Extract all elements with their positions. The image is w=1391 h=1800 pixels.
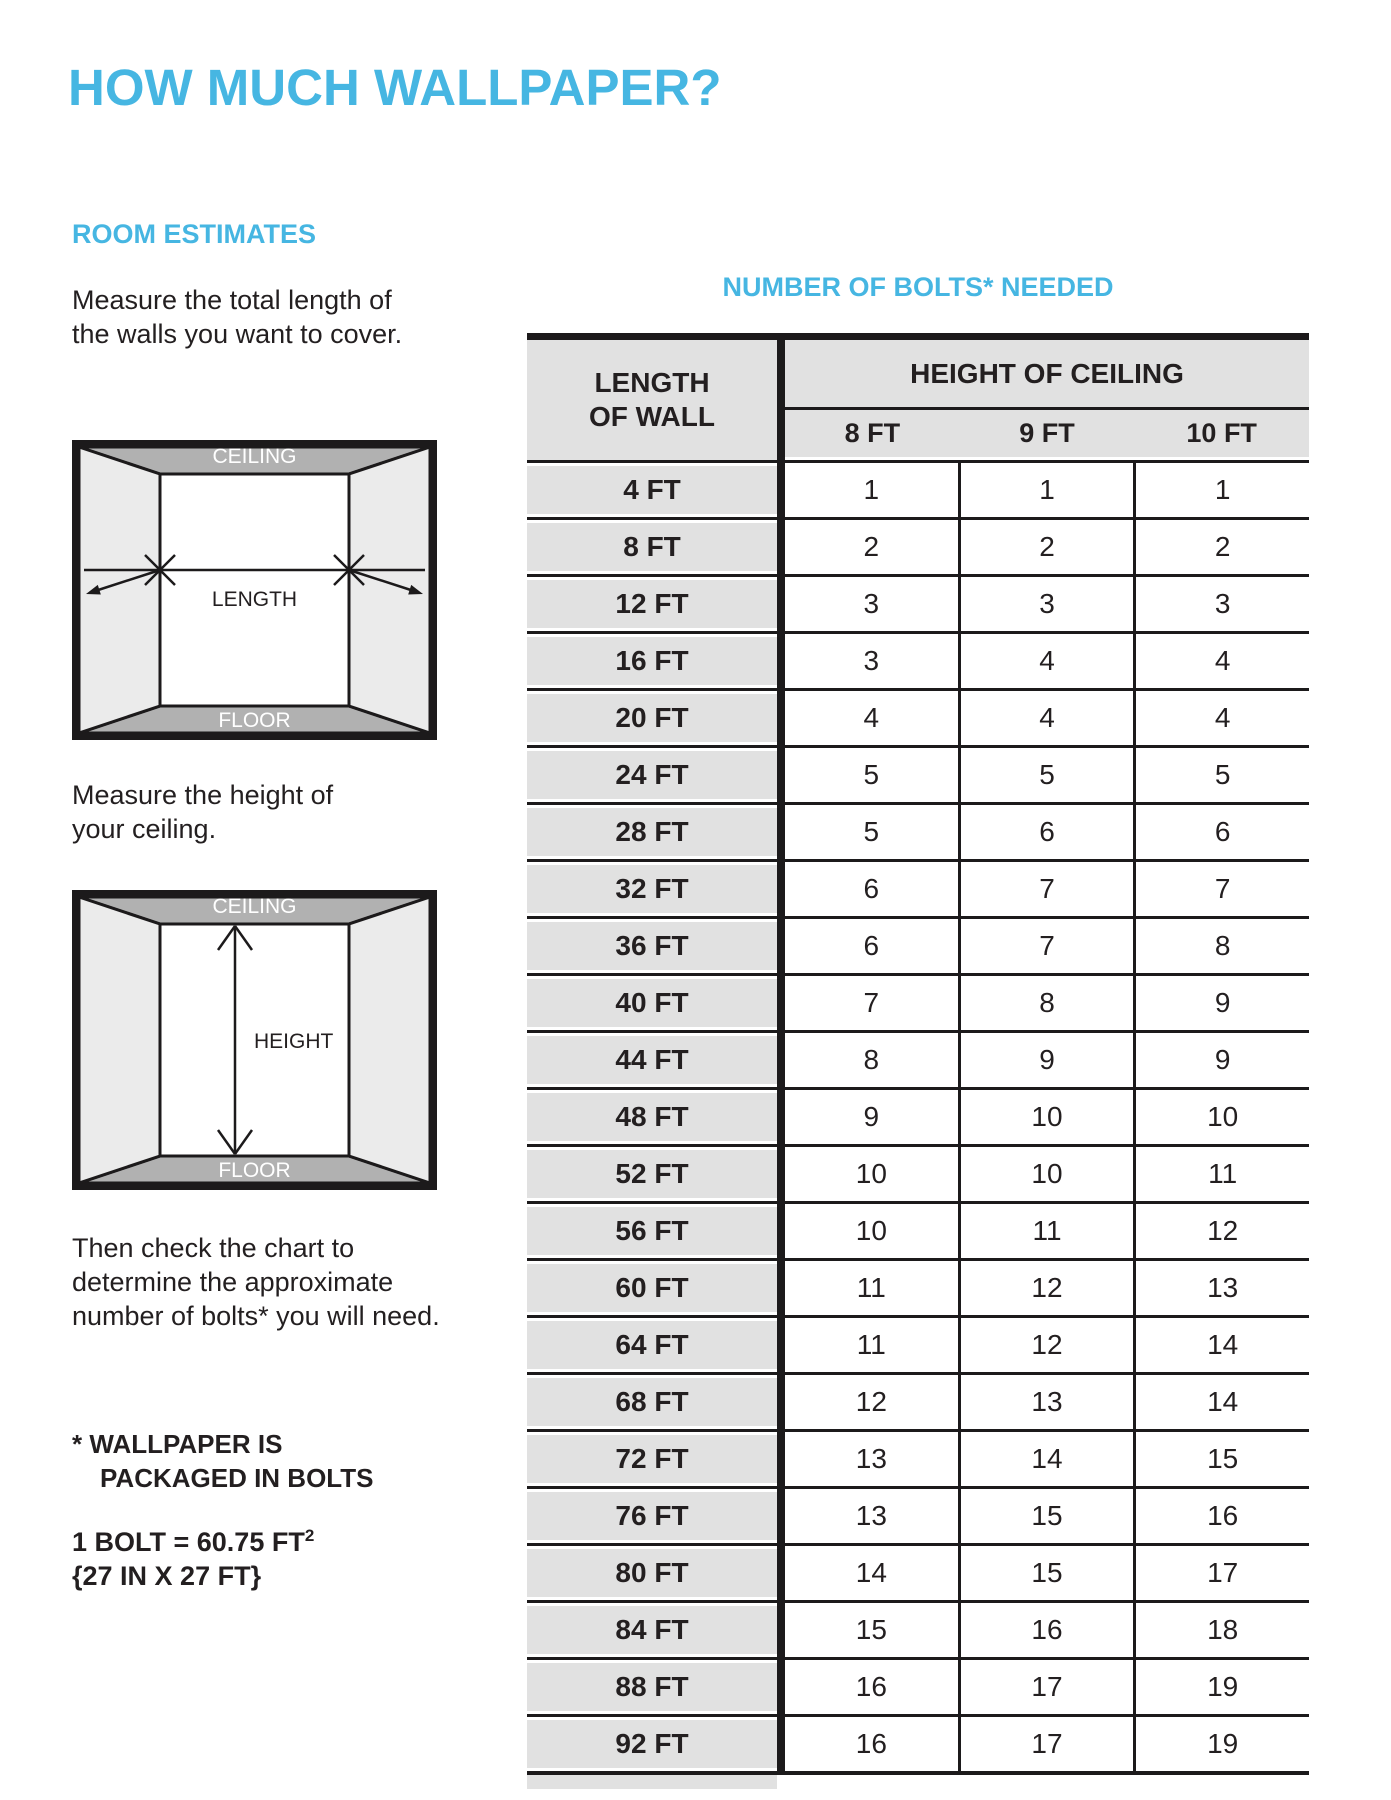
bolt-dimensions-line: {27 IN X 27 FT} — [72, 1561, 262, 1591]
bolts-9ft-cell: 17 — [961, 1660, 1137, 1714]
bolts-8ft-cell: 16 — [785, 1717, 961, 1771]
table-row — [527, 1030, 1309, 1087]
header-line: OF WALL — [589, 401, 715, 432]
table-row — [527, 1486, 1309, 1543]
table-row — [527, 1258, 1309, 1315]
wall-length-cell: 52 FT — [527, 1147, 785, 1201]
height-room-diagram — [72, 890, 437, 1190]
bolts-9ft-cell: 4 — [961, 634, 1137, 688]
paragraph-line: Measure the total length of — [72, 285, 392, 315]
table-row — [527, 802, 1309, 859]
wall-length-cell: 32 FT — [527, 862, 785, 916]
table-row — [527, 1429, 1309, 1486]
bolts-8ft-cell: 13 — [785, 1432, 961, 1486]
length-label: LENGTH — [211, 588, 298, 611]
bolts-table — [527, 333, 1309, 1775]
bolts-8ft-cell: 5 — [785, 805, 961, 859]
bolts-10ft-cell: 13 — [1136, 1261, 1309, 1315]
table-row — [527, 1315, 1309, 1372]
bolts-9ft-cell: 12 — [961, 1261, 1137, 1315]
bolts-9ft-cell: 14 — [961, 1432, 1137, 1486]
wall-length-cell: 88 FT — [527, 1660, 785, 1714]
wall-length-cell: 36 FT — [527, 919, 785, 973]
table-row — [527, 517, 1309, 574]
bolts-9ft-cell: 7 — [961, 862, 1137, 916]
bolts-8ft-cell: 14 — [785, 1546, 961, 1600]
column-header-10ft: 10 FT — [1186, 418, 1257, 448]
bolts-8ft-cell: 9 — [785, 1090, 961, 1144]
bolts-10ft-cell: 14 — [1136, 1375, 1309, 1429]
table-row — [527, 1372, 1309, 1429]
bolts-9ft-cell: 10 — [961, 1090, 1137, 1144]
wall-length-cell: 64 FT — [527, 1318, 785, 1372]
column-header-8ft: 8 FT — [844, 418, 901, 448]
footnote-line: PACKAGED IN BOLTS — [100, 1463, 374, 1493]
room-estimates-heading: ROOM ESTIMATES — [72, 219, 317, 249]
wall-length-cell: 56 FT — [527, 1204, 785, 1258]
bolts-8ft-cell: 2 — [785, 520, 961, 574]
table-gray-tail — [527, 1775, 777, 1789]
bolts-8ft-cell: 6 — [785, 919, 961, 973]
left-wall-panel — [79, 897, 160, 1183]
paragraph-line: Then check the chart to — [72, 1233, 355, 1263]
bolt-equation-line — [72, 1525, 314, 1559]
bolts-10ft-cell: 16 — [1136, 1489, 1309, 1543]
wall-length-cell: 68 FT — [527, 1375, 785, 1429]
bolts-10ft-cell: 14 — [1136, 1318, 1309, 1372]
bolts-10ft-cell: 11 — [1136, 1147, 1309, 1201]
bolts-10ft-cell: 1 — [1136, 463, 1309, 517]
wall-length-cell: 92 FT — [527, 1717, 785, 1771]
bolts-8ft-cell: 15 — [785, 1603, 961, 1657]
bolts-8ft-cell: 10 — [785, 1204, 961, 1258]
floor-label: FLOOR — [218, 709, 291, 732]
ceiling-label: CEILING — [212, 445, 297, 468]
height-of-ceiling-block — [785, 340, 1309, 460]
bolts-table-header — [527, 340, 1309, 460]
paragraph-line: the walls you want to cover. — [72, 319, 403, 349]
bolt-equation-text: 1 BOLT = 60.75 FT — [72, 1527, 305, 1557]
bolts-10ft-cell: 17 — [1136, 1546, 1309, 1600]
bolts-10ft-cell: 9 — [1136, 976, 1309, 1030]
table-row — [527, 745, 1309, 802]
bolts-10ft-cell: 4 — [1136, 634, 1309, 688]
bolt-equation — [72, 1525, 314, 1593]
bolts-8ft-cell: 8 — [785, 1033, 961, 1087]
table-row — [527, 1087, 1309, 1144]
bolts-10ft-cell: 9 — [1136, 1033, 1309, 1087]
bolts-10ft-cell: 3 — [1136, 577, 1309, 631]
bolts-9ft-cell: 12 — [961, 1318, 1137, 1372]
table-row — [527, 574, 1309, 631]
bolts-10ft-cell: 8 — [1136, 919, 1309, 973]
bolts-10ft-cell: 18 — [1136, 1603, 1309, 1657]
table-row — [527, 1543, 1309, 1600]
bolts-10ft-cell: 7 — [1136, 862, 1309, 916]
length-of-wall-header — [527, 340, 785, 460]
length-room-diagram — [72, 440, 437, 740]
floor-label: FLOOR — [218, 1159, 291, 1182]
bolts-footnote — [72, 1427, 373, 1495]
bolts-10ft-cell: 2 — [1136, 520, 1309, 574]
wall-length-cell: 16 FT — [527, 634, 785, 688]
bolts-8ft-cell: 16 — [785, 1660, 961, 1714]
bolts-8ft-cell: 4 — [785, 691, 961, 745]
bolts-9ft-cell: 15 — [961, 1546, 1137, 1600]
paragraph-line: number of bolts* you will need. — [72, 1301, 440, 1331]
footnote-line: * WALLPAPER IS — [72, 1429, 283, 1459]
bolts-8ft-cell: 11 — [785, 1261, 961, 1315]
bolts-8ft-cell: 6 — [785, 862, 961, 916]
bolt-equation-superscript: 2 — [304, 1526, 315, 1545]
height-of-ceiling-header: HEIGHT OF CEILING — [785, 340, 1309, 410]
right-wall-panel — [349, 897, 430, 1183]
bolts-9ft-cell: 3 — [961, 577, 1137, 631]
table-row — [527, 1201, 1309, 1258]
wall-length-cell: 40 FT — [527, 976, 785, 1030]
bolts-9ft-cell: 15 — [961, 1489, 1137, 1543]
wall-length-cell: 44 FT — [527, 1033, 785, 1087]
paragraph-line: your ceiling. — [72, 814, 217, 844]
wall-length-cell: 8 FT — [527, 520, 785, 574]
bolts-10ft-cell: 12 — [1136, 1204, 1309, 1258]
wall-length-cell: 4 FT — [527, 463, 785, 517]
wall-length-cell: 80 FT — [527, 1546, 785, 1600]
bolts-8ft-cell: 12 — [785, 1375, 961, 1429]
bolts-8ft-cell: 5 — [785, 748, 961, 802]
paragraph-line: determine the approximate — [72, 1267, 394, 1297]
table-row — [527, 688, 1309, 745]
table-row — [527, 1657, 1309, 1714]
table-row — [527, 1714, 1309, 1771]
bolts-9ft-cell: 8 — [961, 976, 1137, 1030]
table-row — [527, 973, 1309, 1030]
ceiling-label: CEILING — [212, 895, 297, 918]
wall-length-cell: 24 FT — [527, 748, 785, 802]
bolts-10ft-cell: 4 — [1136, 691, 1309, 745]
bolts-9ft-cell: 10 — [961, 1147, 1137, 1201]
bolts-9ft-cell: 16 — [961, 1603, 1137, 1657]
column-header-9ft: 9 FT — [1019, 418, 1075, 448]
bolts-table-body — [527, 460, 1309, 1771]
bolts-8ft-cell: 3 — [785, 577, 961, 631]
wall-length-cell: 48 FT — [527, 1090, 785, 1144]
table-row — [527, 631, 1309, 688]
table-row — [527, 1600, 1309, 1657]
paragraph-line: Measure the height of — [72, 780, 334, 810]
wall-length-cell: 84 FT — [527, 1603, 785, 1657]
wall-length-cell: 28 FT — [527, 805, 785, 859]
bolts-9ft-cell: 11 — [961, 1204, 1137, 1258]
bolts-9ft-cell: 17 — [961, 1717, 1137, 1771]
header-line: LENGTH — [594, 367, 710, 398]
bolts-9ft-cell: 5 — [961, 748, 1137, 802]
bolts-10ft-cell: 10 — [1136, 1090, 1309, 1144]
ceiling-height-subheaders — [785, 410, 1309, 457]
bolts-10ft-cell: 19 — [1136, 1660, 1309, 1714]
table-row — [527, 460, 1309, 517]
bolts-10ft-cell: 19 — [1136, 1717, 1309, 1771]
bolts-8ft-cell: 7 — [785, 976, 961, 1030]
bolts-9ft-cell: 7 — [961, 919, 1137, 973]
page-title: HOW MUCH WALLPAPER? — [68, 59, 722, 116]
measure-length-paragraph — [72, 283, 402, 351]
bolts-table-heading: NUMBER OF BOLTS* NEEDED — [722, 272, 1114, 302]
wall-length-cell: 60 FT — [527, 1261, 785, 1315]
wall-length-cell: 76 FT — [527, 1489, 785, 1543]
wall-length-cell: 12 FT — [527, 577, 785, 631]
bolts-10ft-cell: 6 — [1136, 805, 1309, 859]
table-row — [527, 916, 1309, 973]
table-row — [527, 1144, 1309, 1201]
bolts-8ft-cell: 11 — [785, 1318, 961, 1372]
bolts-10ft-cell: 5 — [1136, 748, 1309, 802]
table-row — [527, 859, 1309, 916]
bolts-9ft-cell: 6 — [961, 805, 1137, 859]
height-label: HEIGHT — [254, 1030, 334, 1053]
bolts-9ft-cell: 1 — [961, 463, 1137, 517]
bolts-9ft-cell: 9 — [961, 1033, 1137, 1087]
bolts-8ft-cell: 1 — [785, 463, 961, 517]
bolts-8ft-cell: 3 — [785, 634, 961, 688]
bolts-8ft-cell: 13 — [785, 1489, 961, 1543]
bolts-9ft-cell: 13 — [961, 1375, 1137, 1429]
bolts-9ft-cell: 2 — [961, 520, 1137, 574]
wall-length-cell: 72 FT — [527, 1432, 785, 1486]
wall-length-cell: 20 FT — [527, 691, 785, 745]
bolts-10ft-cell: 15 — [1136, 1432, 1309, 1486]
bolts-9ft-cell: 4 — [961, 691, 1137, 745]
measure-height-paragraph — [72, 778, 333, 846]
bolts-8ft-cell: 10 — [785, 1147, 961, 1201]
check-chart-paragraph — [72, 1231, 440, 1333]
